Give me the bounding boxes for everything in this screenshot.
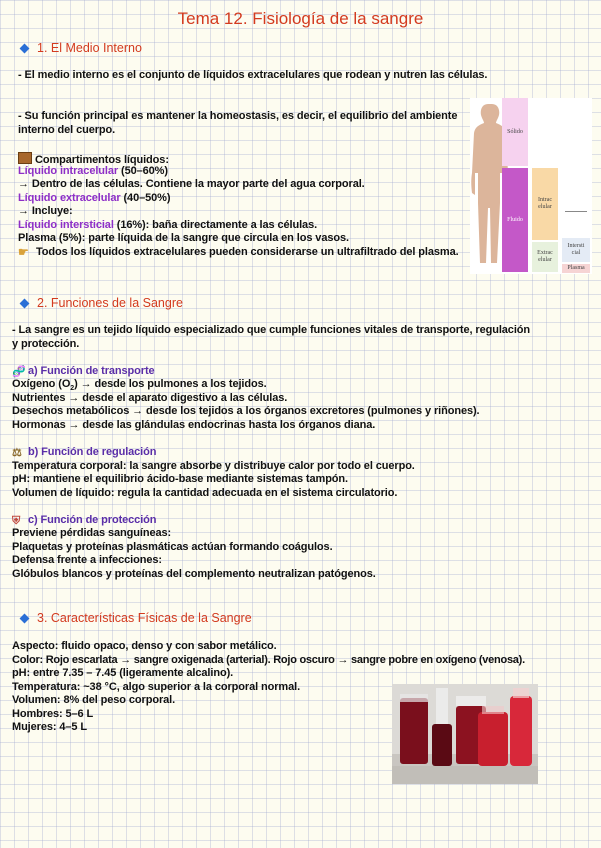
compartments-title-text: Compartimentos líquidos: (35, 154, 169, 166)
protection-line-2: Plaquetas y proteínas plasmáticas actúan formando coágulos. (12, 541, 333, 553)
solid-block (502, 98, 528, 166)
extracellular-line (18, 192, 170, 206)
section-1-heading (18, 41, 142, 55)
waste-line: Desechos metabólicos → desde los tejidos a los órganos excretores (pulmones y riñones). (12, 405, 480, 417)
interstitial-block (562, 238, 590, 262)
interstitial-desc: (16%): baña directamente a las células. (113, 219, 318, 231)
protection-line-3: Defensa frente a infecciones: (12, 554, 162, 566)
intracellular-desc: → Dentro de las células. Contiene la mayor parte del agua corporal. (18, 178, 365, 190)
nutrients-line: Nutrientes → desde el aparato digestivo a las células. (12, 392, 288, 404)
oxygen-pre: Oxígeno (O (12, 378, 71, 390)
hormones-line: Hormonas → desde las glándulas endocrinas hasta los órganos diana. (12, 419, 376, 431)
protection-line-1: Previene pérdidas sanguíneas: (12, 527, 172, 539)
page-title: Tema 12. Fisiología de la sangre (177, 9, 424, 28)
extracellular-pct: (40–50%) (120, 192, 171, 204)
note-text: Todos los líquidos extracelulares pueden considerarse un ultrafiltrado del plasma. (36, 246, 459, 258)
diamond-icon (20, 298, 30, 308)
syringes-illustration-icon (392, 684, 538, 784)
plasma-block (562, 264, 590, 273)
women-volume-line: Mujeres: 4–5 L (12, 721, 88, 733)
temperature-line: Temperatura: ~38 °C, algo superior a la corporal normal. (12, 681, 301, 693)
volume-line: Volumen: 8% del peso corporal. (12, 694, 176, 706)
color-line: Color: Rojo escarlata → sangre oxigenada (arterial). Rojo oscuro → sangre pobre en oxígeno (venosa). (12, 654, 525, 666)
interstitial-line (18, 219, 317, 233)
section-2-heading (18, 296, 183, 310)
fluid-block (502, 168, 528, 272)
temperature-regulation-line: Temperatura corporal: la sangre absorbe y distribuye calor por todo el cuerpo. (12, 460, 415, 472)
hand-pointing-icon: ☛ (18, 245, 29, 259)
section-2-heading-text: 2. Funciones de la Sangre (37, 296, 183, 310)
diamond-icon (20, 43, 30, 53)
section-3-heading-text: 3. Características Físicas de la Sangre (37, 611, 252, 625)
intracellular-block (532, 168, 558, 240)
s2-intro: - La sangre es un tejido líquido especializado que cumple funciones vitales de transporte, regulación y protección. (12, 324, 531, 350)
oxygen-sub: 2 (70, 385, 75, 393)
intracellular-pct: (50–60%) (118, 165, 168, 177)
divider-line (565, 211, 587, 212)
plasma-label: Plasma (567, 265, 585, 271)
diamond-icon (20, 613, 30, 623)
regulation-title-text: b) Función de regulación (28, 446, 157, 458)
plasma-line: Plasma (5%): parte líquida de la sangre que circula en los vasos. (18, 232, 349, 244)
s1-paragraph-2: - Su función principal es mantener la homeostasis, es decir, el equilibrio del ambiente interno del cuerpo. (18, 110, 458, 136)
ph-line: pH: entre 7.35 – 7.45 (ligeramente alcalino). (12, 667, 234, 679)
transport-title (12, 365, 155, 379)
scale-icon: ⚖ (12, 447, 22, 459)
fluid-label: Fluido (507, 216, 523, 223)
oxygen-post: ) → desde los pulmones a los tejidos. (74, 378, 267, 390)
section-3-heading (18, 611, 252, 625)
men-volume-line: Hombres: 5–6 L (12, 708, 94, 720)
protection-title-text: c) Función de protección (28, 514, 157, 526)
ph-regulation-line: pH: mantiene el equilibrio ácido-base mediante sistemas tampón. (12, 473, 349, 485)
protection-title (12, 514, 156, 528)
regulation-title (12, 446, 156, 460)
box-icon (18, 152, 32, 164)
intracellular-line (18, 165, 168, 179)
shield-icon: ⛨ (12, 515, 21, 527)
section-1-heading-text: 1. El Medio Interno (37, 41, 142, 55)
interstitial-label: Intersti cial (567, 243, 585, 256)
extracellular-block (532, 242, 558, 272)
volume-regulation-line: Volumen de líquido: regula la cantidad adecuada en el sistema circulatorio. (12, 487, 398, 499)
body-fluid-figure (470, 98, 592, 274)
aspect-line: Aspecto: fluido opaco, denso y con sabor metálico. (12, 640, 277, 652)
s1-paragraph-1: - El medio interno es el conjunto de líquidos extracelulares que rodean y nutren las células. (18, 69, 488, 81)
protection-line-4: Glóbulos blancos y proteínas del complemento neutralizan patógenos. (12, 568, 376, 580)
transport-title-text: a) Función de transporte (28, 365, 155, 377)
extracellular-term: Líquido extracelular (18, 192, 121, 204)
intracellular-term: Líquido intracelular (18, 165, 119, 177)
extracellular-label: Extrac elular (537, 250, 553, 263)
interstitial-term: Líquido intersticial (18, 219, 114, 231)
intracellular-label: Intrac elular (538, 197, 552, 210)
solid-label: Sólido (507, 128, 523, 135)
note-line (18, 246, 463, 260)
blood-syringes-photo (392, 684, 538, 784)
dna-icon: 🧬 (12, 366, 26, 378)
includes-line: → Incluye: (18, 205, 73, 217)
